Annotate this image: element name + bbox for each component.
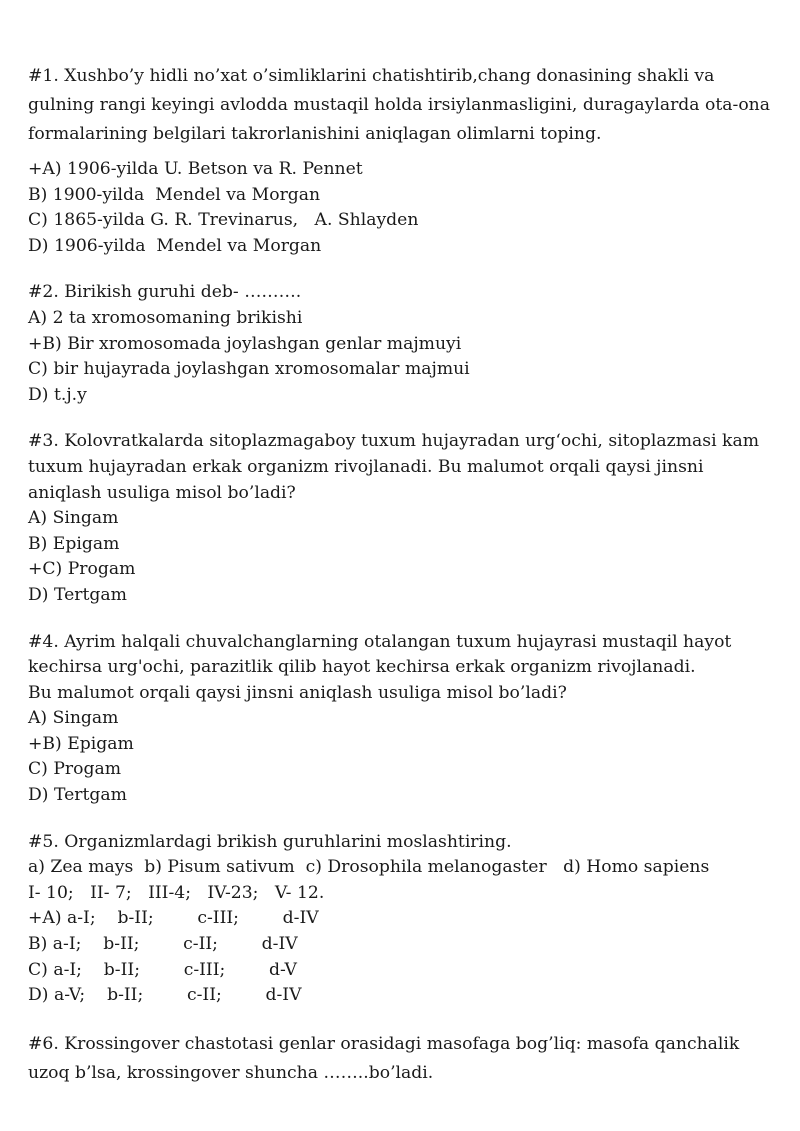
question-4-option-b: +B) Epigam: [28, 733, 134, 754]
question-1: [28, 62, 778, 259]
question-4-option-d: D) Tertgam: [28, 785, 127, 806]
question-1-option-c: C) 1865-yilda G. R. Trevinarus, A. Shlayden: [28, 210, 419, 231]
question-5-text-line-3: I- 10; II- 7; III-4; IV-23; V- 12.: [28, 882, 325, 903]
question-2-option-d: D) t.j.y: [28, 384, 87, 405]
question-4-option-c: C) Progam: [28, 759, 121, 780]
question-6: [28, 1030, 778, 1088]
test-document: [28, 62, 778, 1088]
question-1-text: #1. Xushbo’y hidli no’xat o’simliklarini chatishtirib,chang donasining shakli va gulning rangi keyingi avlodda mustaqil holda irsiylanmasligini, duragaylarda ota-ona formalarining belgilari takrorlanishini aniqlagan olimlarni toping.: [28, 66, 770, 144]
question-3-text: #3. Kolovratkalarda sitoplazmagaboy tuxum hujayradan urg‘ochi, sitoplazmasi kam tuxum hujayradan erkak organizm rivojlanadi. Bu malumot orqali qaysi jinsni aniqlash usuliga misol bo’ladi?: [28, 431, 759, 503]
question-3: [28, 429, 778, 608]
question-2-option-c: C) bir hujayrada joylashgan xromosomalar majmui: [28, 359, 470, 380]
question-3-option-c: +C) Progam: [28, 559, 136, 580]
question-4-text-line-1: #4. Ayrim halqali chuvalchanglarning otalangan tuxum hujayrasi mustaqil hayot: [28, 631, 732, 652]
question-3-option-a: A) Singam: [28, 508, 119, 529]
question-5-option-d: D) a-V; b-II; c-II; d-IV: [28, 985, 302, 1006]
question-5-option-a: +A) a-I; b-II; c-III; d-IV: [28, 908, 319, 929]
question-4-text-line-2: kechirsa urg'ochi, parazitlik qilib hayot kechirsa erkak organizm rivojlanadi.: [28, 657, 696, 678]
question-2-option-b: +B) Bir xromosomada joylashgan genlar majmuyi: [28, 333, 462, 354]
question-1-option-b: B) 1900-yilda Mendel va Morgan: [28, 184, 321, 205]
question-5-option-b: B) a-I; b-II; c-II; d-IV: [28, 934, 298, 955]
question-2: [28, 280, 778, 408]
question-1-option-d: D) 1906-yilda Mendel va Morgan: [28, 235, 322, 256]
question-2-option-a: A) 2 ta xromosomaning brikishi: [28, 307, 303, 328]
question-4: [28, 630, 778, 809]
question-5-option-c: C) a-I; b-II; c-III; d-V: [28, 959, 297, 980]
question-5-text-line-1: #5. Organizmlardagi brikish guruhlarini moslashtiring.: [28, 831, 512, 852]
question-1-option-a: +A) 1906-yilda U. Betson va R. Pennet: [28, 159, 363, 179]
question-4-option-a: A) Singam: [28, 708, 119, 729]
question-6-text: #6. Krossingover chastotasi genlar orasidagi masofaga bog’liq: masofa qanchalik uzoq b’lsa, krossingover shuncha ……..bo’ladi.: [28, 1033, 740, 1083]
question-5-text-line-2: a) Zea mays b) Pisum sativum c) Drosophila melanogaster d) Homo sapiens: [28, 857, 710, 878]
question-3-option-d: D) Tertgam: [28, 584, 127, 605]
question-2-text: #2. Birikish guruhi deb- ……….: [28, 282, 302, 303]
question-3-option-b: B) Epigam: [28, 533, 120, 554]
question-4-text-line-3: Bu malumot orqali qaysi jinsni aniqlash usuliga misol bo’ladi?: [28, 682, 567, 703]
question-5: [28, 830, 778, 1009]
